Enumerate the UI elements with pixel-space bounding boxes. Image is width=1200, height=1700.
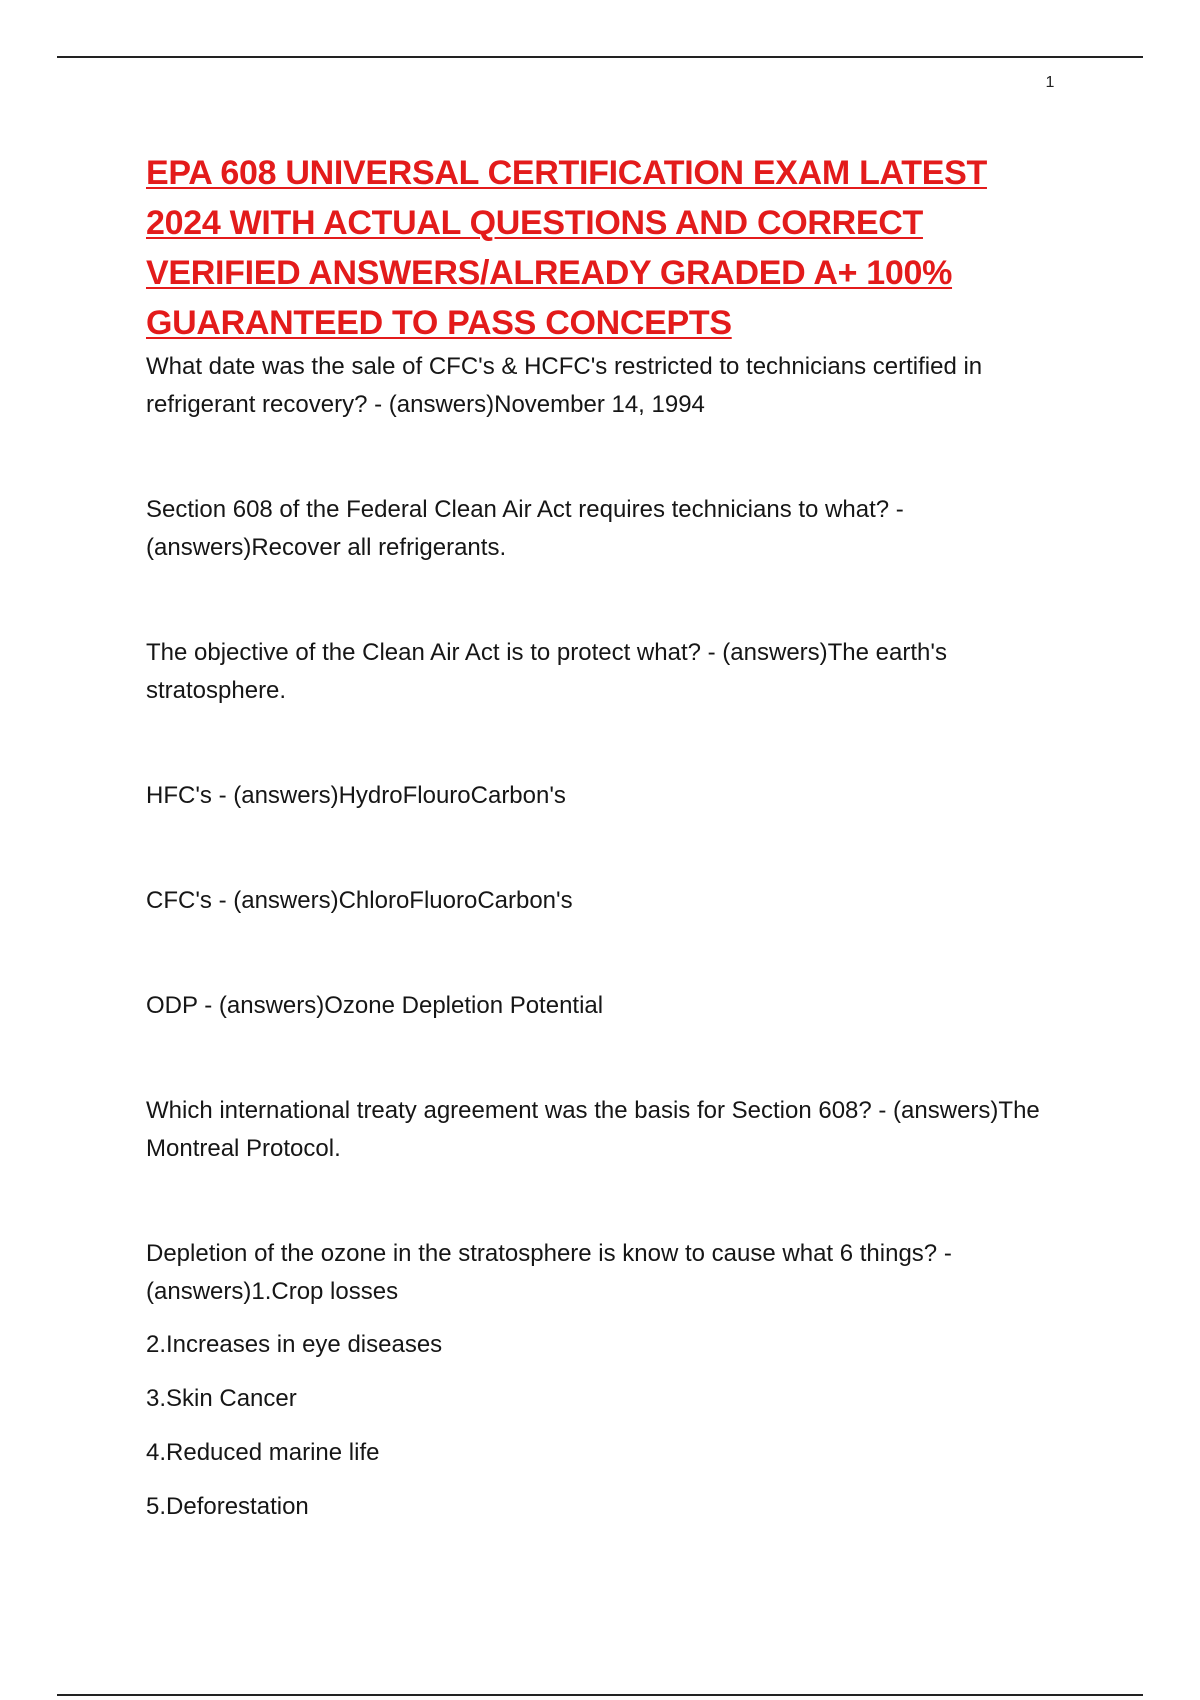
qa-item: The objective of the Clean Air Act is to protect what? - (answers)The earth's stratosphere.	[146, 639, 947, 704]
document-body	[146, 148, 1046, 1527]
qa-item: Which international treaty agreement was the basis for Section 608? - (answers)The Montreal Protocol.	[146, 1097, 1040, 1162]
qa-item: Depletion of the ozone in the stratosphere is know to cause what 6 things? - (answers)1.Crop losses	[146, 1240, 952, 1305]
qa-item: CFC's - (answers)ChloroFluoroCarbon's	[146, 887, 573, 914]
header-rule	[57, 56, 1143, 58]
qa-item: Section 608 of the Federal Clean Air Act requires technicians to what? - (answers)Recover all refrigerants.	[146, 496, 904, 561]
answer-list-item: 5.Deforestation	[146, 1493, 309, 1520]
answer-list-item: 4.Reduced marine life	[146, 1439, 380, 1466]
answer-list-item: 2.Increases in eye diseases	[146, 1331, 443, 1358]
page-number: 1	[1045, 74, 1055, 91]
qa-item: What date was the sale of CFC's & HCFC's restricted to technicians certified in refrigerant recovery? - (answers)November 14, 1994	[146, 353, 983, 418]
footer-rule	[57, 1694, 1143, 1696]
qa-item: HFC's - (answers)HydroFlouroCarbon's	[146, 782, 566, 809]
answer-list-item: 3.Skin Cancer	[146, 1385, 297, 1412]
document-title: EPA 608 UNIVERSAL CERTIFICATION EXAM LATEST 2024 WITH ACTUAL QUESTIONS AND CORRECT VERIFIED ANSWERS/ALREADY GRADED A+ 100% GUARANTEED TO PASS CONCEPTS	[146, 154, 987, 342]
qa-item: ODP - (answers)Ozone Depletion Potential	[146, 992, 604, 1019]
